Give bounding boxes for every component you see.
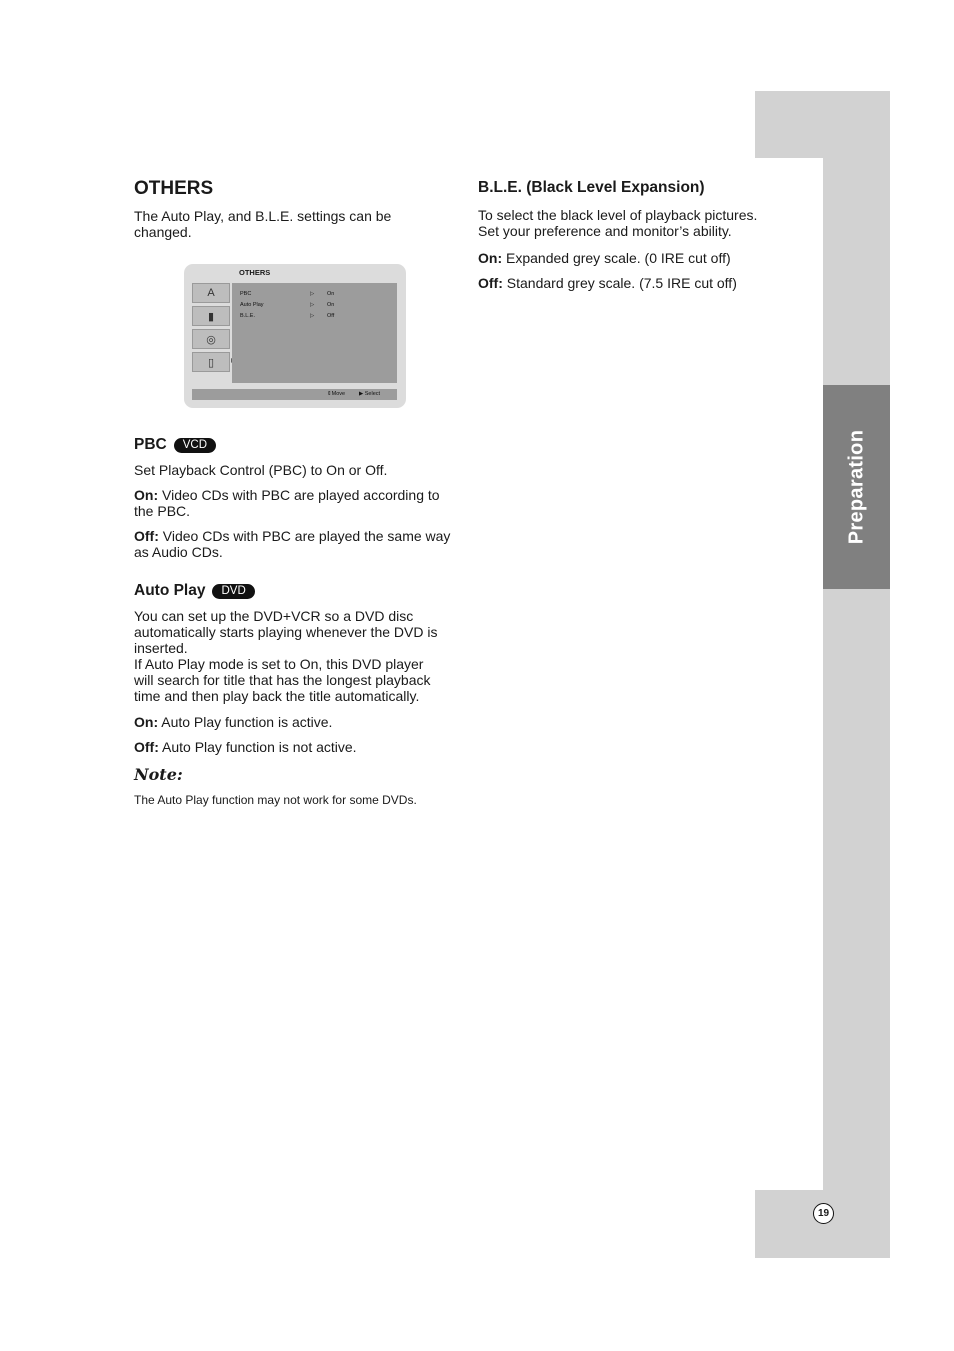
audio-icon: ◎ [192,329,230,349]
menu-row-value: On [327,302,335,308]
on-label: On: [134,714,159,730]
auto-play-para-1: You can set up the DVD+VCR so a DVD disc automatically starts playing whenever the DVD is inserted. [134,608,438,656]
on-text: Video CDs with PBC are played according to the PBC. [134,487,440,519]
pbc-off-desc [134,528,454,560]
others-intro: The Auto Play, and B.L.E. settings can be changed. [134,208,392,240]
pbc-title: PBC [134,436,167,453]
off-text: Standard grey scale. (7.5 IRE cut off) [502,275,737,291]
menu-row-value: On [327,291,335,297]
pbc-intro: Set Playback Control (PBC) to On or Off. [134,462,388,478]
others-heading: OTHERS [134,178,214,199]
off-text: Auto Play function is not active. [158,739,357,755]
ble-on-desc [478,250,778,266]
auto-play-heading [134,582,255,600]
vcd-badge: VCD [174,438,216,453]
select-hint: ▶ Select [359,391,381,397]
sidebar-strip [823,158,890,1190]
auto-play-title: Auto Play [134,582,206,599]
move-label: Move [331,391,346,397]
arrow-icon: ▷ [310,291,315,297]
sidebar-bottom-block [755,1190,890,1258]
display-icon: ▮ [192,306,230,326]
menu-row-label: B.L.E. [240,313,255,319]
menu-row-auto-play[interactable] [240,302,390,308]
note-title: Note: [134,765,183,784]
menu-row-label: PBC [240,291,252,297]
auto-play-on-desc [134,714,454,730]
auto-play-off-desc [134,739,454,755]
arrow-icon: ▷ [310,302,315,308]
off-label: Off: [478,275,503,291]
on-text: Auto Play function is active. [158,714,333,730]
off-label: Off: [134,528,159,544]
ble-title: B.L.E. (Black Level Expansion) [478,179,705,196]
menu-row-ble[interactable] [240,313,390,319]
page-number: 19 [813,1203,834,1224]
off-label: Off: [134,739,159,755]
language-icon: A [192,283,230,303]
on-label: On: [478,250,503,266]
menu-row-label: Auto Play [240,302,264,308]
others-menu-screen [184,264,406,408]
ble-heading [478,179,705,197]
off-text: Video CDs with PBC are played the same way as Audio CDs. [134,528,451,560]
pbc-heading [134,436,216,454]
dvd-badge: DVD [212,584,254,599]
menu-options-panel [232,283,397,383]
menu-title: OTHERS [239,268,271,277]
pbc-on-desc [134,487,454,519]
move-hint: ⇕Move [327,391,346,397]
ble-intro: To select the black level of playback pictures. Set your preference and monitor’s ability. [478,207,758,239]
menu-help-bar [192,389,397,400]
on-label: On: [134,487,159,503]
sidebar-top-block [755,91,890,158]
menu-row-pbc[interactable] [240,291,390,297]
menu-icon-column [192,283,232,375]
menu-row-value: Off [327,313,335,319]
on-text: Expanded grey scale. (0 IRE cut off) [502,250,731,266]
ble-off-desc [478,275,778,291]
note-text: The Auto Play function may not work for some DVDs. [134,793,417,807]
section-tab-label: Preparation [845,429,868,545]
select-label: Select [364,391,381,397]
arrow-icon: ▷ [310,313,315,319]
others-icon: ▯ [192,352,230,372]
auto-play-para-2: If Auto Play mode is set to On, this DVD player will search for title that has the longest playback time and then play back the title automatically. [134,656,431,704]
